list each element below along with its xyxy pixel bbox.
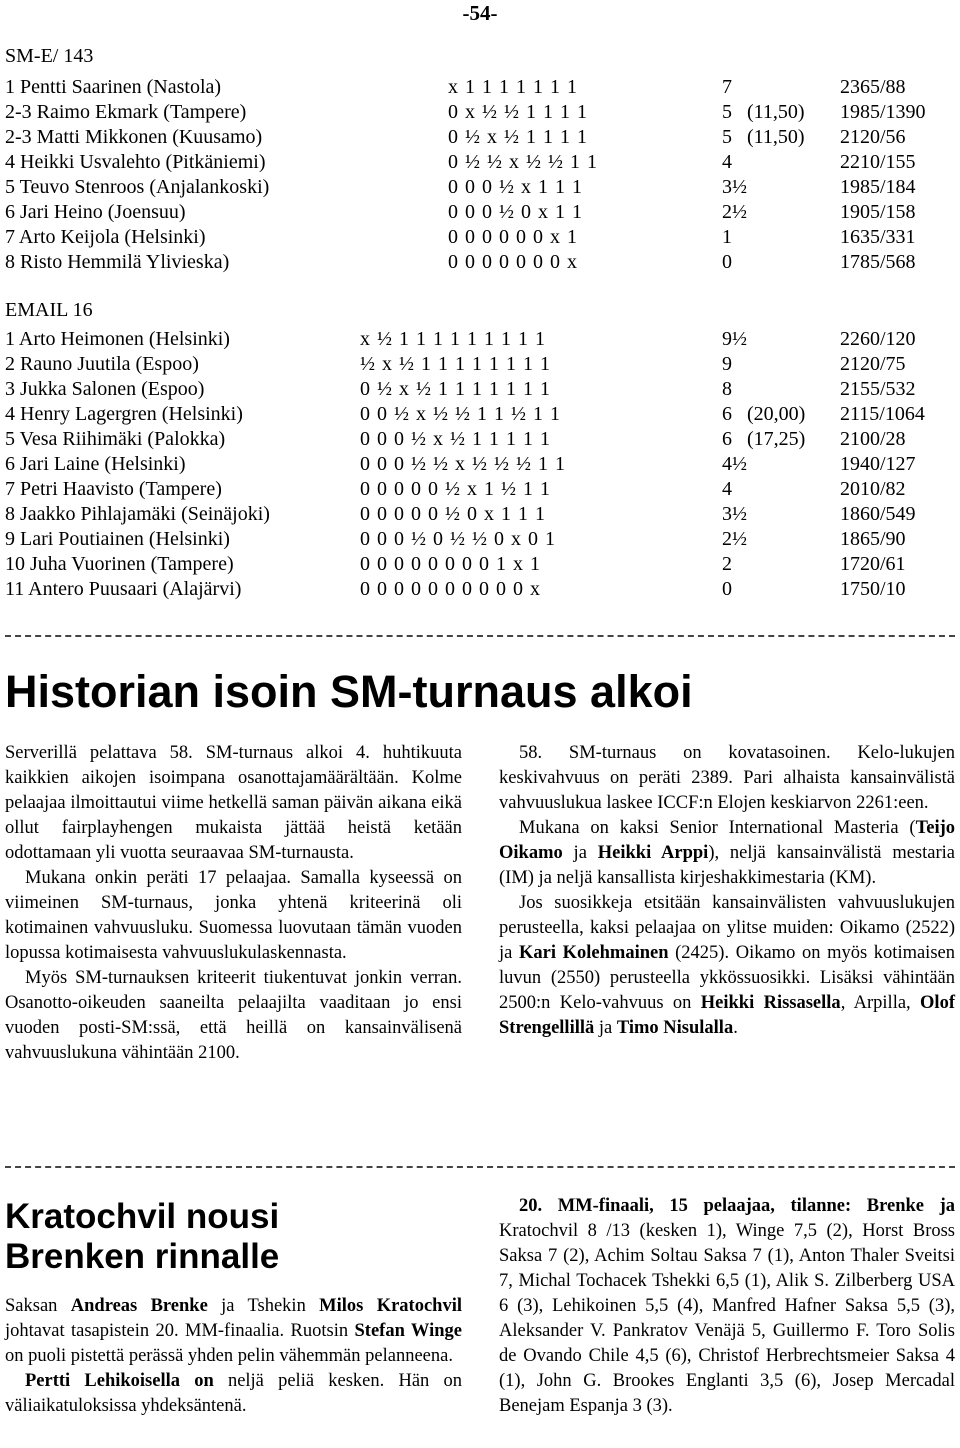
results-cell: 0 0 0 ½ 0 x 1 1 xyxy=(448,201,582,223)
article-paragraph: Pertti Lehikoisella on neljä peliä kesken. Hän on väliaikatuloksissa yhdeksäntenä. xyxy=(5,1371,462,1416)
table-row xyxy=(5,427,955,452)
divider xyxy=(5,635,955,637)
results-cell: 0 0 0 0 0 ½ x 1 ½ 1 1 xyxy=(360,478,550,500)
player-name-cell: 5 Teuvo Stenroos (Anjalankoski) xyxy=(5,176,270,198)
table-row xyxy=(5,75,955,100)
rating-cell: 2010/82 xyxy=(840,478,906,500)
points-cell: 9 xyxy=(722,353,732,375)
results-cell: ½ x ½ 1 1 1 1 1 1 1 1 xyxy=(360,353,550,375)
article-paragraph: Serverillä pelattava 58. SM-turnaus alkoi 4. huhtikuuta kaikkien aikojen isoimpana osanottajamäärältään. Kolme pelaajaa ilmoittautui viime hetkellä saman päivän aikana eikä ollut fairplayhengen mukaista jättää heistä ketään odottamaan yli vuotta seuraavaa SM-turnausta. xyxy=(5,743,462,863)
results-cell: 0 ½ x ½ 1 1 1 1 1 1 1 xyxy=(360,378,550,400)
results-cell: x 1 1 1 1 1 1 1 xyxy=(448,76,577,98)
results-cell: 0 0 ½ x ½ ½ 1 1 ½ 1 1 xyxy=(360,403,560,425)
article-paragraph: Saksan Andreas Brenke ja Tshekin Milos Kratochvil johtavat tasapistein 20. MM-finaalia. Ruotsin Stefan Winge on puoli pistettä perässä yhden pelin vähemmän pelanneena. xyxy=(5,1296,462,1366)
rating-cell: 2120/75 xyxy=(840,353,906,375)
rating-cell: 1720/61 xyxy=(840,553,906,575)
tiebreak-cell: (11,50) xyxy=(747,126,805,148)
player-name-cell: 8 Risto Hemmilä Ylivieska) xyxy=(5,251,230,273)
results-cell: 0 x ½ ½ 1 1 1 1 xyxy=(448,101,587,123)
player-name-cell: 5 Vesa Riihimäki (Palokka) xyxy=(5,428,226,450)
article-paragraph: Mukana onkin peräti 17 pelaajaa. Samalla kyseessä on viimeinen SM-turnaus, jonka yhtenä kriteerinä oli kotimainen vahvuusluku. Suomessa luovutaan tämän vuoden lopussa kotimaisesta vahvuuslukulaskennasta. xyxy=(5,868,462,963)
player-name-cell: 1 Pentti Saarinen (Nastola) xyxy=(5,76,222,98)
sme-crosstable xyxy=(5,75,955,275)
rating-cell: 1635/331 xyxy=(840,226,916,248)
results-cell: 0 ½ x ½ 1 1 1 1 xyxy=(448,126,587,148)
player-name-cell: 6 Jari Laine (Helsinki) xyxy=(5,453,186,475)
article-left-column xyxy=(5,1294,462,1419)
standings-lead: 20. MM-finaali, 15 pelaajaa, tilanne: Brenke ja xyxy=(519,1196,955,1216)
rating-cell: 2120/56 xyxy=(840,126,906,148)
player-name-cell: 4 Heikki Usvalehto (Pitkäniemi) xyxy=(5,151,266,173)
player-name: Teijo Oikamo xyxy=(499,818,955,863)
points-cell: 2½ xyxy=(722,201,747,223)
results-cell: 0 0 0 0 0 ½ 0 x 1 1 1 xyxy=(360,503,545,525)
table-row xyxy=(5,327,955,352)
tiebreak-cell: (17,25) xyxy=(747,428,806,450)
sme-heading: SM-E/ 143 xyxy=(5,45,94,67)
player-name: Heikki Rissasella xyxy=(700,993,841,1013)
player-name-cell: 3 Jukka Salonen (Espoo) xyxy=(5,378,205,400)
player-name-cell: 11 Antero Puusaari (Alajärvi) xyxy=(5,578,242,600)
rating-cell: 1865/90 xyxy=(840,528,906,550)
table-row xyxy=(5,250,955,275)
article-headline: Historian isoin SM-turnaus alkoi xyxy=(5,666,693,717)
rating-cell: 2365/88 xyxy=(840,76,906,98)
player-name: Stefan Winge xyxy=(354,1321,462,1341)
points-cell: 7 xyxy=(722,76,732,98)
article-right-column xyxy=(499,1194,955,1419)
points-cell: 8 xyxy=(722,378,732,400)
divider xyxy=(5,1166,955,1168)
player-name: Andreas Brenke xyxy=(70,1296,208,1316)
player-name: Heikki Arppi xyxy=(597,843,709,863)
table-row xyxy=(5,577,955,602)
player-name-cell: 7 Petri Haavisto (Tampere) xyxy=(5,478,222,500)
points-cell: 4½ xyxy=(722,453,747,475)
tiebreak-cell: (11,50) xyxy=(747,101,805,123)
article-paragraph: 58. SM-turnaus on kovatasoinen. Kelo-lukujen keskivahvuus on peräti 2389. Pari alhaista kansainvälistä vahvuuslukua laskee ICCF:n Elojen keskiarvon 2261:een. xyxy=(499,743,955,813)
results-cell: 0 0 0 ½ x 1 1 1 xyxy=(448,176,582,198)
player-name: Olof Strengellillä xyxy=(499,993,955,1038)
table-row xyxy=(5,125,955,150)
table-row xyxy=(5,477,955,502)
rating-cell: 1985/1390 xyxy=(840,101,926,123)
rating-cell: 1785/568 xyxy=(840,251,916,273)
rating-cell: 2210/155 xyxy=(840,151,916,173)
player-name-cell: 7 Arto Keijola (Helsinki) xyxy=(5,226,206,248)
table-row xyxy=(5,225,955,250)
player-name-cell: 9 Lari Poutiainen (Helsinki) xyxy=(5,528,230,550)
table-row xyxy=(5,527,955,552)
player-name: Timo Nisulalla xyxy=(616,1018,734,1038)
player-name-cell: 6 Jari Heino (Joensuu) xyxy=(5,201,186,223)
email-crosstable xyxy=(5,327,955,602)
points-cell: 5 xyxy=(722,126,732,148)
results-cell: 0 0 0 0 0 0 0 x xyxy=(448,251,577,273)
player-name: Milos Kratochvil xyxy=(319,1296,462,1316)
table-row xyxy=(5,377,955,402)
article-paragraph: Myös SM-turnauksen kriteerit tiukentuvat jonkin verran. Osanotto-oikeuden saaneilta pelaajilta vaaditaan jo ensi vuoden posti-SM:ssä, että heillä on kansainvälisenä vahvuuslukuna vähintään 2100. xyxy=(5,968,462,1063)
rating-cell: 2260/120 xyxy=(840,328,916,350)
player-name: Pertti Lehikoisella on xyxy=(25,1371,214,1391)
article-paragraph: Mukana on kaksi Senior International Masteria (Teijo Oikamo ja Heikki Arppi), neljä kansainvälistä mestaria (IM) ja neljä kansallista kirjeshakkimestaria (KM). xyxy=(499,818,955,888)
table-row xyxy=(5,452,955,477)
player-name-cell: 2-3 Raimo Ekmark (Tampere) xyxy=(5,101,247,123)
table-row xyxy=(5,552,955,577)
results-cell: 0 ½ ½ x ½ ½ 1 1 xyxy=(448,151,597,173)
points-cell: 2 xyxy=(722,553,732,575)
points-cell: 3½ xyxy=(722,503,747,525)
points-cell: 0 xyxy=(722,251,732,273)
rating-cell: 1905/158 xyxy=(840,201,916,223)
player-name: Kari Kolehmainen xyxy=(519,943,669,963)
table-row xyxy=(5,175,955,200)
points-cell: 3½ xyxy=(722,176,747,198)
results-cell: 0 0 0 ½ ½ x ½ ½ ½ 1 1 xyxy=(360,453,565,475)
tiebreak-cell: (20,00) xyxy=(747,403,806,425)
player-name-cell: 10 Juha Vuorinen (Tampere) xyxy=(5,553,234,575)
table-row xyxy=(5,100,955,125)
points-cell: 1 xyxy=(722,226,732,248)
points-cell: 9½ xyxy=(722,328,747,350)
results-cell: 0 0 0 0 0 0 0 0 0 0 x xyxy=(360,578,540,600)
rating-cell: 2115/1064 xyxy=(840,403,925,425)
results-cell: 0 0 0 ½ 0 ½ ½ 0 x 0 1 xyxy=(360,528,555,550)
page-number: -54- xyxy=(462,1,498,25)
table-row xyxy=(5,200,955,225)
player-name-cell: 4 Henry Lagergren (Helsinki) xyxy=(5,403,243,425)
points-cell: 5 xyxy=(722,101,732,123)
article-right-column xyxy=(499,741,955,1041)
rating-cell: 1985/184 xyxy=(840,176,916,198)
points-cell: 6 xyxy=(722,428,732,450)
table-row xyxy=(5,502,955,527)
email-heading: EMAIL 16 xyxy=(5,299,93,321)
player-name-cell: 2-3 Matti Mikkonen (Kuusamo) xyxy=(5,126,263,148)
rating-cell: 1860/549 xyxy=(840,503,916,525)
table-row xyxy=(5,402,955,427)
rating-cell: 2155/532 xyxy=(840,378,916,400)
article-left-column xyxy=(5,741,462,1066)
table-row xyxy=(5,352,955,377)
standings-paragraph: 20. MM-finaali, 15 pelaajaa, tilanne: Brenke ja Kratochvil 8 /13 (kesken 1), Winge 7,5 (2), Horst Bross Saksa 7 (2), Achim Soltau Saksa 7 (1), Anton Thaler Sveitsi 7, Michal Tochacek Tshekki 6,5 (1), Alik S. Zilberberg USA 6 (3), Lehikoinen 5,5 (4), Manfred Hafner Saksa 5,5 (3), Aleksander V. Pankratov Venäjä 5, Guillermo F. Toro Solis de Ovando Chile 4,5 (6), Christof Herbrechtsmeier Saksa 4 (1), John G. Brookes Englanti 3,5 (6), Josep Mercadal Benejam Espanja 3 (3). xyxy=(499,1196,955,1416)
player-name-cell: 2 Rauno Juutila (Espoo) xyxy=(5,353,199,375)
table-row xyxy=(5,150,955,175)
points-cell: 0 xyxy=(722,578,732,600)
player-name-cell: 8 Jaakko Pihlajamäki (Seinäjoki) xyxy=(5,503,270,525)
player-name-cell: 1 Arto Heimonen (Helsinki) xyxy=(5,328,230,350)
points-cell: 6 xyxy=(722,403,732,425)
rating-cell: 1940/127 xyxy=(840,453,916,475)
article-paragraph: Jos suosikkeja etsitään kansainvälisten vahvuuslukujen perusteella, kaksi pelaajaa on ylitse muiden: Oikamo (2522) ja Kari Kolehmainen (2425). Oikamo on myös kotimaisen luvun (2550) perusteella ykkössuosikki. Lisäksi vähintään 2500:n Kelo-vahvuus on Heikki Rissasella, Arpilla, Olof Strengellillä ja Timo Nisulalla. xyxy=(499,893,955,1038)
points-cell: 2½ xyxy=(722,528,747,550)
points-cell: 4 xyxy=(722,478,732,500)
results-cell: 0 0 0 0 0 0 x 1 xyxy=(448,226,577,248)
results-cell: 0 0 0 0 0 0 0 0 1 x 1 xyxy=(360,553,540,575)
article-headline: Kratochvil nousi Brenken rinnalle xyxy=(5,1197,280,1276)
rating-cell: 1750/10 xyxy=(840,578,906,600)
results-cell: x ½ 1 1 1 1 1 1 1 1 1 xyxy=(360,328,545,350)
results-cell: 0 0 0 ½ x ½ 1 1 1 1 1 xyxy=(360,428,550,450)
points-cell: 4 xyxy=(722,151,732,173)
rating-cell: 2100/28 xyxy=(840,428,906,450)
